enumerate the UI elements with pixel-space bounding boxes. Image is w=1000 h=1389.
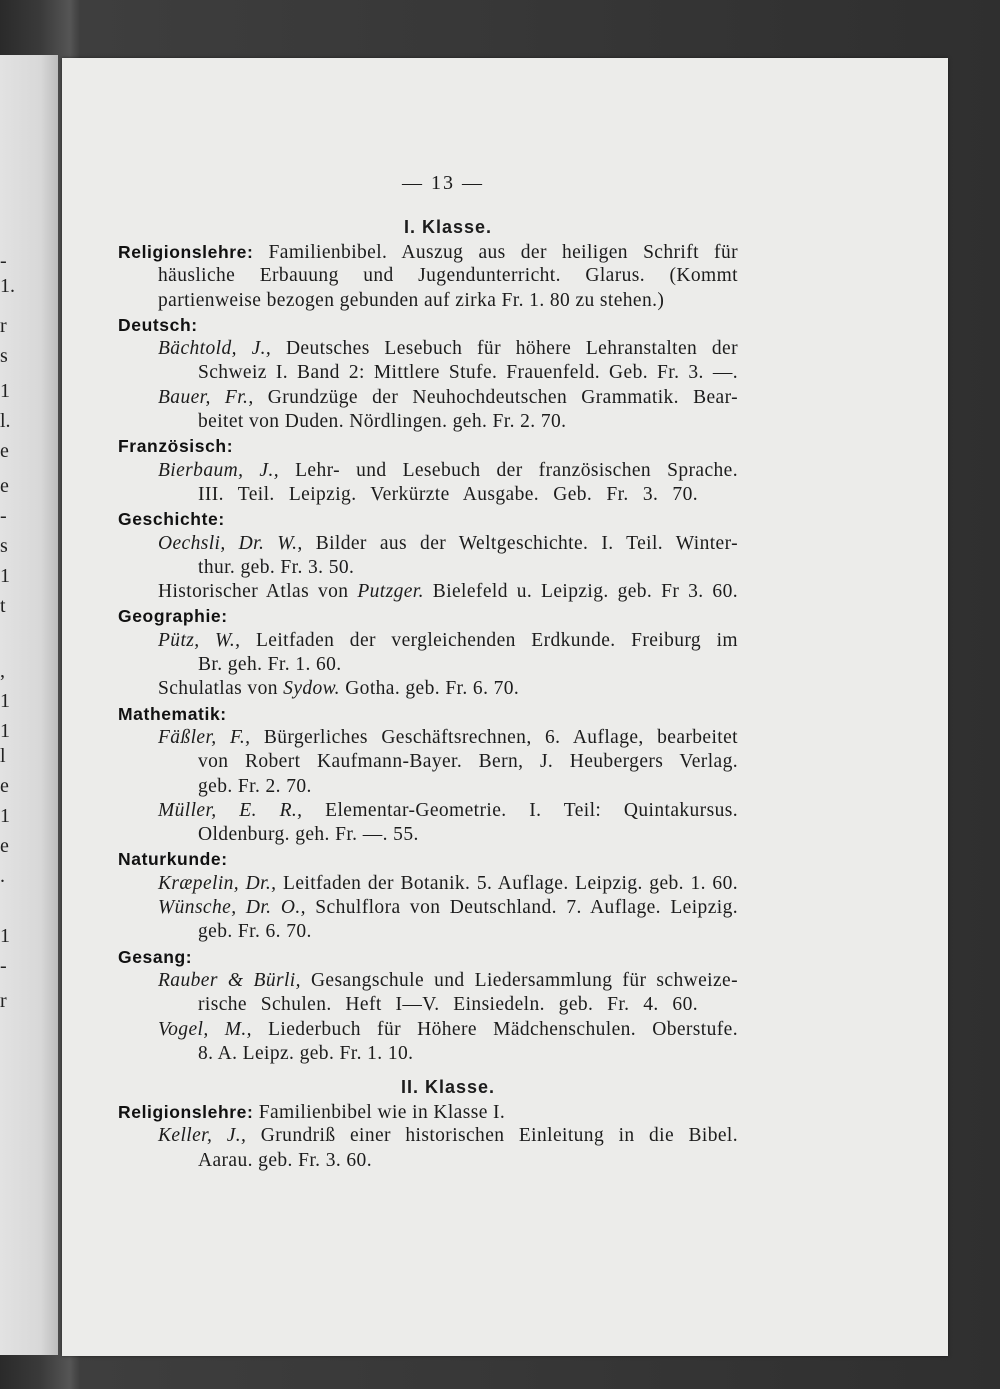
- text-span: Leitfaden der vergleichenden Erdkunde. Freiburg im: [255, 629, 738, 651]
- naturkunde-section: [118, 847, 738, 944]
- entry-line: [158, 678, 519, 699]
- left-page-fragment: e: [0, 475, 9, 497]
- left-page-fragment: 1: [0, 690, 10, 712]
- text-span: Oechsli, Dr. W.,: [158, 532, 303, 554]
- book-entry: [118, 799, 738, 848]
- entry-line: III. Teil. Leipzig. Verkürzte Ausgabe. Geb. Fr. 3. 70.: [198, 483, 698, 505]
- book-entry: [118, 386, 738, 435]
- entry-line: von Robert Kaufmann-Bayer. Bern, J. Heubergers Verlag.: [198, 751, 738, 773]
- left-page-fragment: s: [0, 535, 8, 557]
- text-span: Sydow.: [283, 678, 340, 700]
- religion-line-1: Familienbibel wie in Klasse I.: [258, 1102, 506, 1124]
- religion-line-1: [118, 240, 738, 265]
- left-page-fragment: e: [0, 835, 9, 857]
- entry-line: [158, 532, 738, 556]
- text-span: Gesangschule und Liedersammlung für schweize-: [310, 969, 738, 991]
- text-span: Historischer Atlas von: [158, 581, 349, 603]
- text-span: Liederbuch für Höhere Mädchenschulen. Oberstufe.: [268, 1018, 738, 1040]
- entry-line: Schweiz I. Band 2: Mittlere Stufe. Frauenfeld. Geb. Fr. 3. —.: [198, 362, 738, 384]
- left-page-fragment: r: [0, 315, 7, 337]
- entry-line: thur. geb. Fr. 3. 50.: [198, 556, 355, 578]
- religion-line-3: partienweise bezogen gebunden auf zirka Fr. 1. 80 zu stehen.): [158, 289, 665, 311]
- entry-line: [158, 580, 738, 604]
- subject-gesang: Gesang:: [118, 946, 193, 967]
- left-page-fragment: t: [0, 595, 6, 617]
- text-span: Leitfaden der Botanik. 5. Auflage. Leipzig. geb. 1. 60.: [283, 872, 739, 894]
- entry-line: beitet von Duden. Nördlingen. geh. Fr. 2. 70.: [198, 411, 567, 433]
- entry-line: [158, 459, 738, 483]
- text-span: Bielefeld u. Leipzig. geb. Fr 3. 60.: [432, 581, 738, 603]
- book-entry: [118, 532, 738, 581]
- left-page-fragment: 1: [0, 380, 10, 402]
- entry-line: [158, 969, 738, 993]
- book-entry: [118, 459, 738, 508]
- entry-line: Br. geh. Fr. 1. 60.: [198, 654, 342, 676]
- text-span: Elementar-Geometrie. I. Teil: Quintakursus.: [325, 799, 738, 821]
- text-span: Bauer, Fr.,: [158, 386, 254, 408]
- left-page-fragment: 1: [0, 565, 10, 587]
- left-page-fragment: e: [0, 775, 9, 797]
- text-span: Pütz, W.,: [158, 629, 241, 651]
- text-span: Schulflora von Deutschland. 7. Auflage. Leipzig.: [315, 897, 738, 919]
- entry-line: geb. Fr. 6. 70.: [198, 921, 312, 943]
- left-page-fragment: .: [0, 865, 5, 887]
- subject-religionslehre: Religionslehre:: [118, 1102, 254, 1123]
- subject-geographie: Geographie:: [118, 606, 228, 627]
- text-span: Grundzüge der Neuhochdeutschen Grammatik. Bear-: [267, 386, 739, 408]
- entry-line: [158, 1018, 738, 1042]
- text-span: Müller, E. R.,: [158, 799, 303, 821]
- left-page-fragment: r: [0, 990, 7, 1012]
- entry-line: [158, 799, 738, 823]
- entry-line: [158, 896, 738, 920]
- entry-line: [158, 872, 738, 896]
- book-entry: [118, 1018, 738, 1067]
- entry-line: [158, 726, 738, 750]
- subject-geschichte: Geschichte:: [118, 509, 225, 530]
- entry-line: [158, 337, 738, 361]
- left-page-fragment: l.: [0, 410, 11, 432]
- geschichte-section: [118, 507, 738, 604]
- text-span: Bächtold, J.,: [158, 338, 272, 360]
- text-span: Lehr- und Lesebuch der französischen Sprache.: [295, 459, 739, 481]
- page-number: — 13 —: [402, 172, 484, 194]
- left-page-fragment: -: [0, 505, 7, 527]
- entry-line: rische Schulen. Heft I—V. Einsiedeln. geb. Fr. 4. 60.: [198, 994, 698, 1016]
- left-page-fragment: e: [0, 440, 9, 462]
- religion-line-2: häusliche Erbauung und Jugendunterricht. Glarus. (Kommt: [158, 265, 738, 287]
- text-span: Rauber & Bürli,: [158, 969, 301, 991]
- text-span: Grundriß einer historischen Einleitung in die Bibel.: [260, 1125, 739, 1147]
- entry-line: Oldenburg. geh. Fr. —. 55.: [198, 824, 419, 846]
- text-span: Wünsche, Dr. O.,: [158, 897, 306, 919]
- book-entry: [118, 872, 738, 896]
- religion-section-2: [118, 1100, 738, 1173]
- book-entry: [118, 969, 738, 1018]
- left-page-fragment: s: [0, 345, 8, 367]
- text-span: Keller, J.,: [158, 1125, 247, 1147]
- entry-line: Aarau. geb. Fr. 3. 60.: [198, 1149, 372, 1171]
- gesang-section: [118, 945, 738, 1066]
- deutsch-section: [118, 313, 738, 434]
- entry-line: [158, 386, 738, 410]
- book-entry: [118, 337, 738, 386]
- left-page-fragment: 1.: [0, 275, 15, 297]
- entry-line: [158, 1124, 738, 1148]
- entry-line: 8. A. Leipz. geb. Fr. 1. 10.: [198, 1042, 414, 1064]
- left-page-fragment: l: [0, 745, 6, 767]
- klasse-2-heading: II. Klasse.: [400, 1077, 496, 1098]
- left-page-fragment: 1: [0, 720, 10, 742]
- religion-section: [118, 240, 738, 313]
- entry-line: geb. Fr. 2. 70.: [198, 775, 312, 797]
- subject-naturkunde: Naturkunde:: [118, 849, 228, 870]
- text-span: Deutsches Lesebuch für höhere Lehranstalten der: [285, 338, 738, 360]
- entry-line: [158, 629, 738, 653]
- geographie-section: [118, 604, 738, 701]
- text-span: Bierbaum, J.,: [158, 459, 280, 481]
- left-page-edge: [0, 55, 58, 1355]
- book-entry: [118, 1124, 738, 1173]
- book-entry: [118, 580, 738, 604]
- book-entry: [118, 896, 738, 945]
- left-page-fragment: ,: [0, 660, 5, 682]
- subject-religionslehre: Religionslehre:: [118, 242, 254, 262]
- subject-franzoesisch: Französisch:: [118, 436, 234, 457]
- book-entry: [118, 677, 738, 701]
- franzoesisch-section: [118, 434, 738, 507]
- text-span: Putzger.: [357, 581, 424, 603]
- page-content: [118, 168, 738, 1173]
- book-entry: [118, 629, 738, 678]
- left-page-fragment: -: [0, 250, 7, 272]
- text-span: Kræpelin, Dr.,: [158, 872, 277, 894]
- text-span: Bilder aus der Weltgeschichte. I. Teil. Winter-: [315, 532, 738, 554]
- text-span: Schulatlas von: [158, 678, 278, 700]
- left-page-fragment: 1: [0, 925, 10, 947]
- text-span: Fäßler, F.,: [158, 726, 251, 748]
- subject-deutsch: Deutsch:: [118, 314, 198, 335]
- text-span: Gotha. geb. Fr. 6. 70.: [345, 678, 520, 700]
- text-span: Vogel, M.,: [158, 1018, 252, 1040]
- text-span: Bürgerliches Geschäftsrechnen, 6. Auflage, bearbeitet: [263, 726, 738, 748]
- text-span: Familienbibel. Auszug aus der heiligen Schrift für: [268, 242, 738, 263]
- klasse-1-heading: I. Klasse.: [403, 217, 493, 237]
- left-page-fragment: -: [0, 955, 7, 977]
- subject-mathematik: Mathematik:: [118, 703, 227, 724]
- left-page-fragment: 1: [0, 805, 10, 827]
- mathematik-section: [118, 702, 738, 848]
- book-entry: [118, 726, 738, 799]
